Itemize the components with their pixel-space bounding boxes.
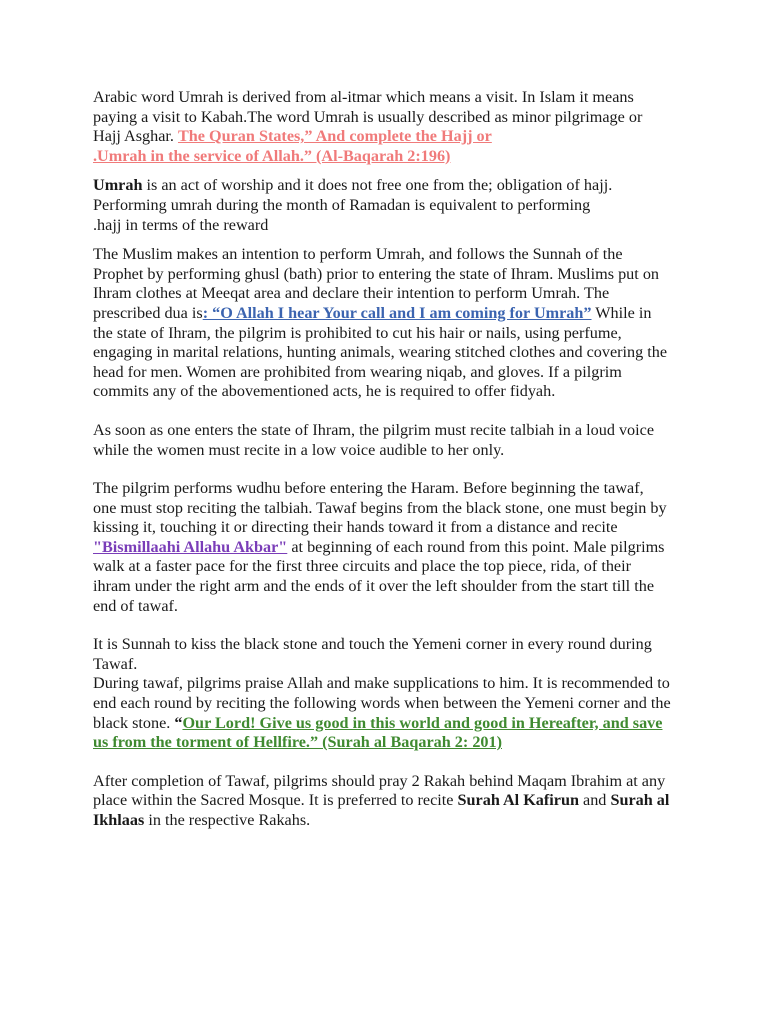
paragraph-text: It is Sunnah to kiss the black stone and touch the Yemeni corner in every round during Tawaf.	[93, 635, 652, 673]
quran-quote	[93, 127, 671, 166]
paragraph-text: The Muslim makes an intention to perform Umrah, and follows the Sunnah of the Prophet by performing ghusl (bath) prior to entering the state of Ihram. Muslims put on Ihram clothes at Meeqat area and declare their intention to perform Umrah. The prescribed dua is	[93, 245, 660, 322]
paragraph-text-end: .hajj in terms of the reward	[93, 215, 269, 234]
paragraph-umrah-worship	[93, 176, 671, 235]
dua-quote: : “O Allah I hear Your call and I am coming for Umrah”	[202, 303, 592, 322]
document-page	[93, 88, 671, 831]
paragraph-text: As soon as one enters the state of Ihram, the pilgrim must recite talbiah in a loud voice while the women must recite in a low voice audible to her only.	[93, 420, 655, 459]
surah-ikhlaas: Surah al Ikhlaas	[93, 791, 670, 829]
paragraph-text-end: in the respective Rakahs.	[144, 811, 311, 829]
paragraph-text-and: and	[578, 791, 611, 810]
paragraph-talbiah	[93, 421, 671, 460]
paragraph-ihram-intention	[93, 245, 671, 402]
paragraph-text: During tawaf, pilgrims praise Allah and make supplications to him. It is recommended to end each round by reciting the following words when between the Yemeni corner and the black stone.	[93, 674, 671, 732]
surah-kafirun: Surah Al Kafirun	[457, 791, 579, 810]
paragraph-text: After completion of Tawaf, pilgrims should pray 2 Rakah behind Maqam Ibrahim at any place within the Sacred Mosque. It is preferred to recite	[93, 771, 666, 810]
paragraph-text: Arabic word Umrah is derived from al-itmar which means a visit. In Islam it means paying a visit to Kabah.The word Umrah is usually described as minor pilgrimage or Hajj Asghar.	[93, 88, 643, 146]
open-quote-mark: “	[174, 713, 183, 732]
quran-quote-line1: The Quran States,” And complete the Hajj or	[177, 127, 492, 146]
paragraph-text: The pilgrim performs wudhu before entering the Haram. Before beginning the tawaf, one must stop reciting the talbiah. Tawaf begins from the black stone, one must begin by kissing it, touching it or directing their hands toward it from a distance and recite	[93, 479, 667, 537]
paragraph-supplications	[93, 674, 671, 752]
bismillah-quote: "Bismillaahi Allahu Akbar"	[93, 537, 288, 556]
paragraph-after-tawaf	[93, 772, 671, 831]
paragraph-tawaf-begin	[93, 479, 671, 616]
paragraph-text-cont: at beginning of each round from this point. Male pilgrims walk at a faster pace for the first three circuits and place the top piece, rida, of their ihram under the right arm and the ends of it over the left shoulder from the start till the end of tawaf.	[93, 537, 665, 615]
paragraph-umrah-definition	[93, 88, 671, 166]
supplication-quote: Our Lord! Give us good in this world and good in Hereafter, and save us from the torment of Hellfire.” (Surah al Baqarah 2: 201)	[93, 713, 663, 752]
paragraph-text: is an act of worship and it does not free one from the; obligation of hajj. Performing umrah during the month of Ramadan is equivalent to performing	[93, 176, 613, 214]
bold-umrah: Umrah	[93, 176, 143, 195]
paragraph-sunnah-black-stone	[93, 635, 671, 674]
paragraph-text-cont: While in the state of Ihram, the pilgrim is prohibited to cut his hair or nails, using perfume, engaging in marital relations, hunting animals, wearing stitched clothes and covering the head for men. Women are prohibited from wearing niqab, and gloves. If a pilgrim commits any of the abovementioned acts, he is required to offer fidyah.	[93, 303, 668, 401]
quran-quote-line2: .Umrah in the service of Allah.” (Al-Baqarah 2:196)	[93, 146, 451, 165]
